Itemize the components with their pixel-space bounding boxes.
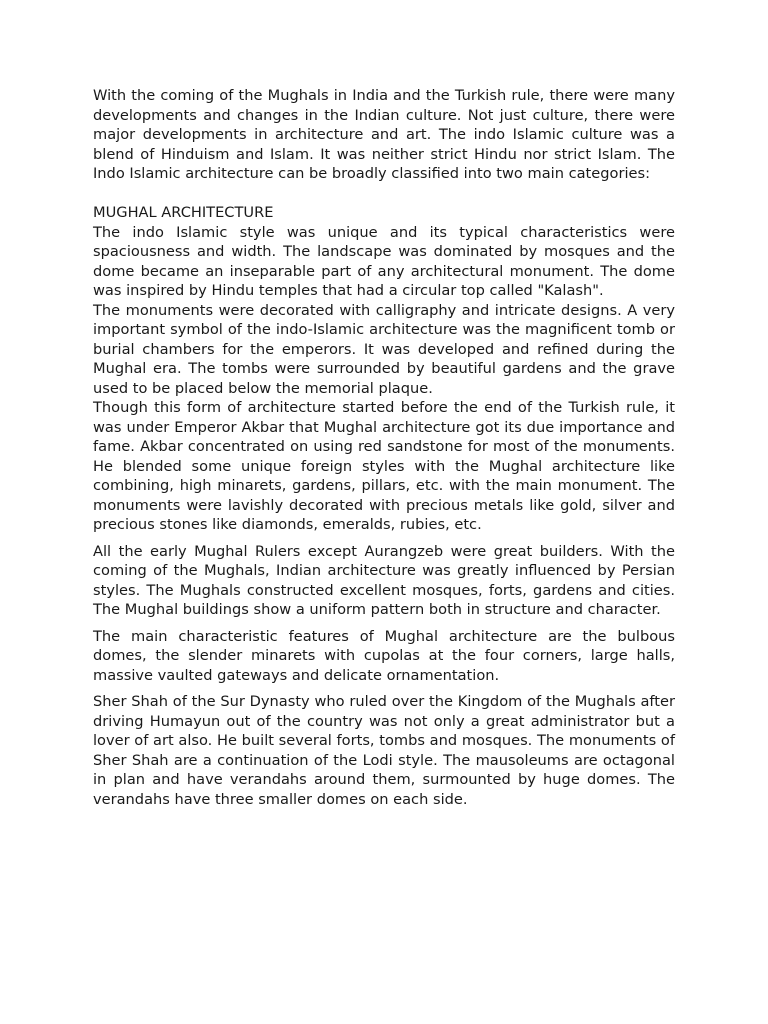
document-page: [93, 86, 675, 809]
paragraph-early-rulers: All the early Mughal Rulers except Aurangzeb were great builders. With the coming of the Mughals, Indian architecture was greatly influenced by Persian styles. The Mughals constructed excellent mosques, forts, gardens and cities. The Mughal buildings show a uniform pattern both in structure and character.: [93, 542, 675, 618]
paragraph-dome: The indo Islamic style was unique and its typical characteristics were spaciousness and width. The landscape was dominated by mosques and the dome became an inseparable part of any architectural monument. The dome was inspired by Hindu temples that had a circular top called "Kalash".: [93, 223, 675, 299]
paragraph-akbar: Though this form of architecture started before the end of the Turkish rule, it was under Emperor Akbar that Mughal architecture got its due importance and fame. Akbar concentrated on using red sandstone for most of the monuments. He blended some unique foreign styles with the Mughal architecture like combining, high minarets, gardens, pillars, etc. with the main monument. The monuments were lavishly decorated with precious metals like gold, silver and precious stones like diamonds, emeralds, rubies, etc.: [93, 399, 675, 533]
paragraph-tombs: The monuments were decorated with calligraphy and intricate designs. A very important symbol of the indo-Islamic architecture was the magnificent tomb or burial chambers for the emperors. It was developed and refined during the Mughal era. The tombs were surrounded by beautiful gardens and the grave used to be placed below the memorial plaque.: [93, 301, 675, 397]
intro-paragraph: With the coming of the Mughals in India and the Turkish rule, there were many developments and changes in the Indian culture. Not just culture, there were major developments in architecture and art. The indo Islamic culture was a blend of Hinduism and Islam. It was neither strict Hindu nor strict Islam. The Indo Islamic architecture can be broadly classified into two main categories:: [93, 87, 675, 182]
blank-line: [93, 184, 675, 204]
section-heading: MUGHAL ARCHITECTURE: [93, 204, 274, 221]
paragraph-sher-shah: Sher Shah of the Sur Dynasty who ruled over the Kingdom of the Mughals after driving Humayun out of the country was not only a great administrator but a lover of art also. He built several forts, tombs and mosques. The monuments of Sher Shah are a continuation of the Lodi style. The mausoleums are octagonal in plan and have verandahs around them, surmounted by huge domes. The verandahs have three smaller domes on each side.: [93, 693, 675, 808]
paragraph-features: The main characteristic features of Mughal architecture are the bulbous domes, the slender minarets with cupolas at the four corners, large halls, massive vaulted gateways and delicate ornamentation.: [93, 627, 675, 684]
